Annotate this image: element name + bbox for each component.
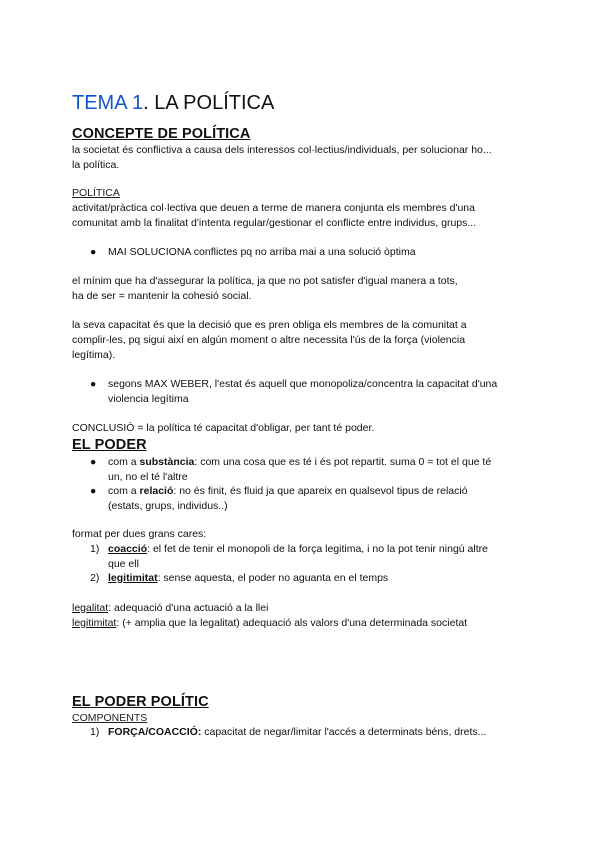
format-line: format per dues grans cares:: [72, 528, 207, 540]
number-marker: 1): [90, 543, 100, 555]
minim-line-1: el mínim que ha d'assegurar la política, ja que no pot satisfer d'igual manera a tots,: [72, 275, 458, 287]
document-title: [72, 92, 274, 115]
bullet-text: com a relació: no és finit, és fluid ja que apareix en qualsevol tipus de relació (estats, grups, individus..): [108, 485, 468, 512]
bullet-marker: ●: [90, 456, 97, 468]
title-number: TEMA 1: [72, 92, 144, 114]
legalitat-line: legalitat: adequació d'una actuació a la llei: [72, 602, 269, 614]
politica-def-2: comunitat amb la finalitat d'intenta regular/gestionar el conflicte entre individus, grups...: [72, 217, 477, 229]
capacitat-line-1: la seva capacitat és que la decisió que es pren obliga els membres de la comunitat a: [72, 319, 467, 331]
subheading-politica: POLÍTICA: [72, 187, 120, 199]
numbered-text: legitimitat: sense aquesta, el poder no aguanta en el temps: [108, 572, 389, 584]
bullet-text: MAI SOLUCIONA conflictes pq no arriba mai a una solució òptima: [108, 246, 416, 258]
politica-def-1: activitat/pràctica col·lectiva que deuen a terme de manera conjunta els membres d'una: [72, 202, 475, 214]
heading-concepte: CONCEPTE DE POLÍTICA: [72, 126, 251, 142]
number-marker: 1): [90, 726, 100, 738]
capacitat-line-2: complir-les, pq sigui així en algún moment o altre necessita l'ús de la força (violencia: [72, 334, 466, 346]
subheading-components: COMPONENTS: [72, 712, 148, 724]
concepte-line-2: la política.: [72, 159, 120, 171]
concepte-line-1: la societat és conflictiva a causa dels interessos col·lectius/individuals, per solucionar ho...: [72, 144, 492, 156]
number-marker: 2): [90, 572, 100, 584]
numbered-text: coacció: el fet de tenir el monopoli de la força legitima, i no la pot tenir ningú altre que ell: [108, 543, 488, 570]
numbered-text: FORÇA/COACCIÓ: capacitat de negar/limitar l'accés a determinats béns, drets...: [108, 726, 487, 738]
bullet-marker: ●: [90, 485, 97, 497]
term-legalitat: legalitat: [72, 602, 109, 614]
bullet-text: com a substància: com una cosa que es té i és pot repartit. suma 0 = tot el que té un, no el té l'altre: [108, 456, 492, 483]
legitimitat-line: legitimitat: (+ amplia que la legalitat) adequació als valors d'una determinada societat: [72, 617, 468, 629]
title-text: . LA POLÍTICA: [143, 92, 275, 114]
minim-line-2: ha de ser = mantenir la cohesió social.: [72, 290, 252, 302]
heading-el-poder: EL PODER: [72, 437, 147, 453]
bullet-text: segons MAX WEBER, l'estat és aquell que monopoliza/concentra la capacitat d'una violencia legítima: [108, 378, 498, 405]
term-legitimitat: legitimitat: [72, 617, 117, 629]
bullet-marker: ●: [90, 378, 97, 390]
heading-poder-politic: EL PODER POLÍTIC: [72, 694, 209, 710]
conclusio-line: CONCLUSIÓ = la política té capacitat d'obligar, per tant té poder.: [72, 422, 375, 434]
capacitat-line-3: legítima).: [72, 349, 116, 361]
bullet-marker: ●: [90, 246, 97, 258]
